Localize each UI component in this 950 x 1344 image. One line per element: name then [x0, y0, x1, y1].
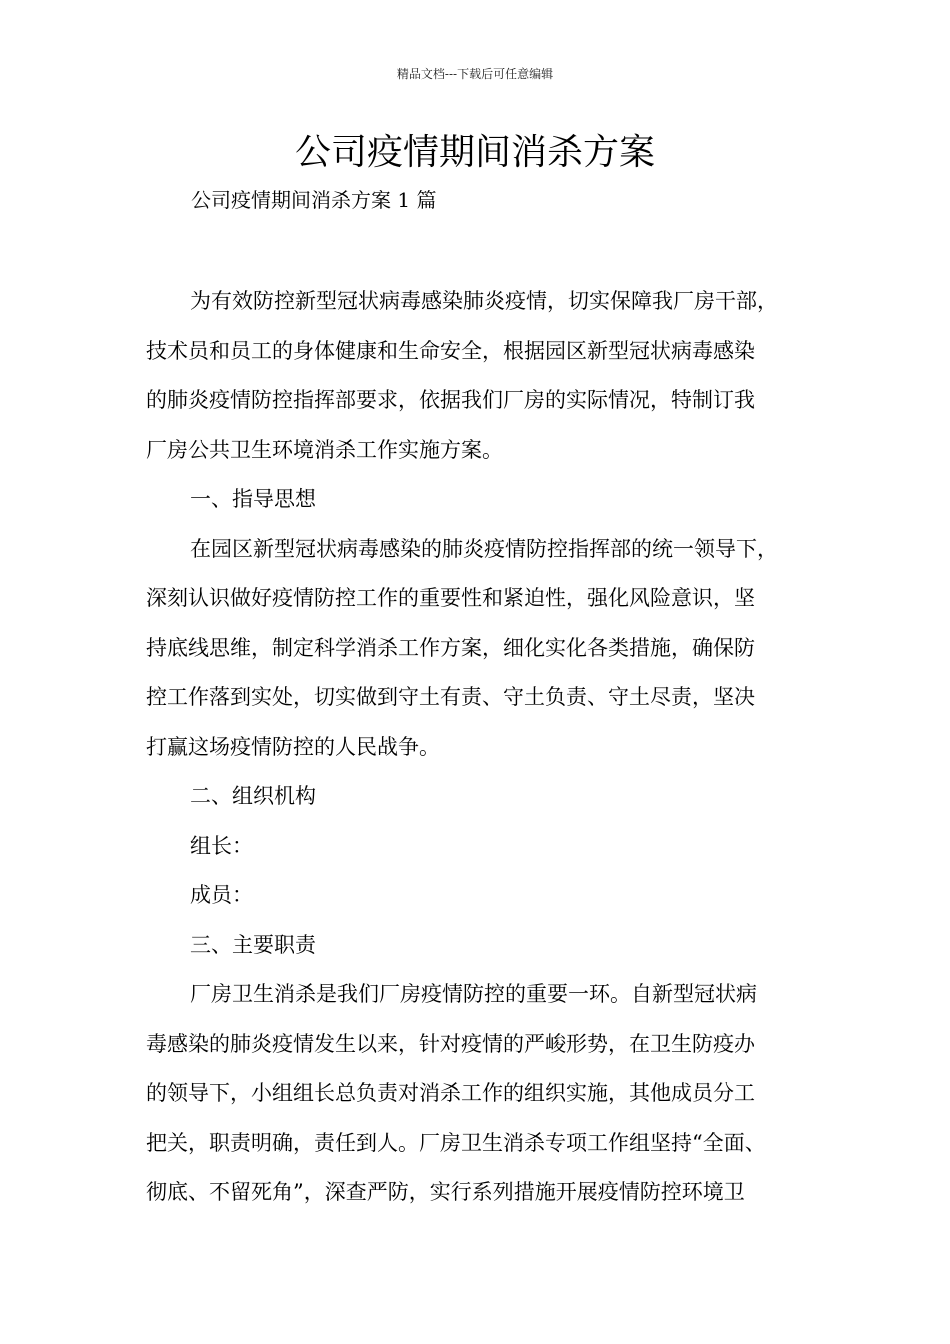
body-text-line: 组长： [190, 833, 253, 858]
body-text-line: 在园区新型冠状病毒感染的肺炎疫情防控指挥部的统一领导下， [190, 536, 778, 561]
page-header: 精品文档---下载后可任意编辑 [396, 67, 554, 81]
body-text-line: 的领导下，小组组长总负责对消杀工作的组织实施，其他成员分工 [146, 1081, 755, 1105]
body-text-line: 的肺炎疫情防控指挥部要求，依据我们厂房的实际情况，特制订我 [146, 388, 755, 412]
body-text-line: 毒感染的肺炎疫情发生以来，针对疫情的严峻形势，在卫生防疫办 [146, 1031, 755, 1056]
body-text-line: 厂房公共卫生环境消杀工作实施方案。 [146, 437, 503, 462]
body-text-line: 把关，职责明确，责任到人。厂房卫生消杀专项工作组坚持“全面、 [146, 1130, 766, 1155]
body-text-line: 二、组织机构 [190, 784, 316, 808]
body-text-line: 持底线思维，制定科学消杀工作方案，细化实化各类措施，确保防 [146, 635, 755, 660]
body-text-line: 打赢这场疫情防控的人民战争。 [146, 734, 440, 759]
document-subtitle: 公司疫情期间消杀方案 1 篇 [191, 188, 437, 212]
body-text-line: 控工作落到实处，切实做到守土有责、守土负责、守土尽责，坚决 [146, 685, 755, 709]
body-text-line: 技术员和员工的身体健康和生命安全，根据园区新型冠状病毒感染 [146, 338, 755, 363]
body-text-line: 成员： [190, 883, 253, 907]
body-text-line: 三、主要职责 [190, 932, 316, 957]
body-text-line: 厂房卫生消杀是我们厂房疫情防控的重要一环。自新型冠状病 [190, 982, 757, 1006]
body-text-line: 一、指导思想 [190, 487, 316, 511]
body-text-line: 为有效防控新型冠状病毒感染肺炎疫情，切实保障我厂房干部， [190, 289, 778, 313]
document-body [146, 281, 814, 1222]
document-title: 公司疫情期间消杀方案 [294, 132, 655, 173]
body-text-line: 彻底、不留死角”，深查严防，实行系列措施开展疫情防控环境卫 [146, 1180, 745, 1204]
body-text-line: 深刻认识做好疫情防控工作的重要性和紧迫性，强化风险意识，坚 [146, 586, 755, 610]
